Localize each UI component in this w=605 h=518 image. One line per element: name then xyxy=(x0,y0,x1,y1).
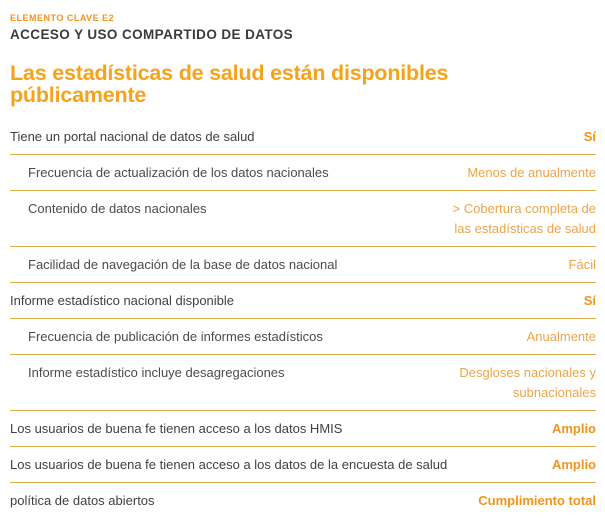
row-value: Amplio xyxy=(551,421,596,436)
row-label: Facilidad de navegación de la base de datos nacional xyxy=(28,257,338,272)
row-label: Informe estadístico nacional disponible xyxy=(10,293,235,308)
row-value: Anualmente xyxy=(526,329,596,344)
row-label: Frecuencia de publicación de informes estadísticos xyxy=(28,329,323,344)
key-element-eyebrow: ELEMENTO CLAVE E2 xyxy=(10,13,115,23)
table-row xyxy=(10,247,596,283)
row-value: Amplio xyxy=(551,457,596,472)
indicators-table xyxy=(10,119,596,518)
row-value: Sí xyxy=(583,293,596,308)
table-row xyxy=(10,119,596,155)
table-row xyxy=(10,283,596,319)
row-value: Cumplimiento total xyxy=(478,493,596,508)
section-title: ACCESO Y USO COMPARTIDO DE DATOS xyxy=(10,27,294,42)
table-row xyxy=(10,355,596,411)
row-value: > Cobertura completa de las estadísticas de salud xyxy=(452,201,596,236)
table-row xyxy=(10,191,596,247)
row-value: Desgloses nacionales y subnacionales xyxy=(459,365,596,400)
row-label: Tiene un portal nacional de datos de salud xyxy=(10,129,255,144)
table-row xyxy=(10,447,596,483)
table-row xyxy=(10,155,596,191)
page-title: Las estadísticas de salud están disponibles públicamente xyxy=(10,61,449,107)
row-value: Menos de anualmente xyxy=(467,165,596,180)
row-value: Sí xyxy=(583,129,596,144)
row-label: Los usuarios de buena fe tienen acceso a los datos HMIS xyxy=(10,421,343,436)
table-row xyxy=(10,319,596,355)
table-row xyxy=(10,483,596,518)
row-value: Fácil xyxy=(568,257,596,272)
table-row xyxy=(10,411,596,447)
row-label: política de datos abiertos xyxy=(10,493,155,508)
row-label: Los usuarios de buena fe tienen acceso a los datos de la encuesta de salud xyxy=(10,457,448,472)
row-label: Informe estadístico incluye desagregaciones xyxy=(28,365,285,380)
row-label: Contenido de datos nacionales xyxy=(28,201,207,216)
row-label: Frecuencia de actualización de los datos nacionales xyxy=(28,165,329,180)
